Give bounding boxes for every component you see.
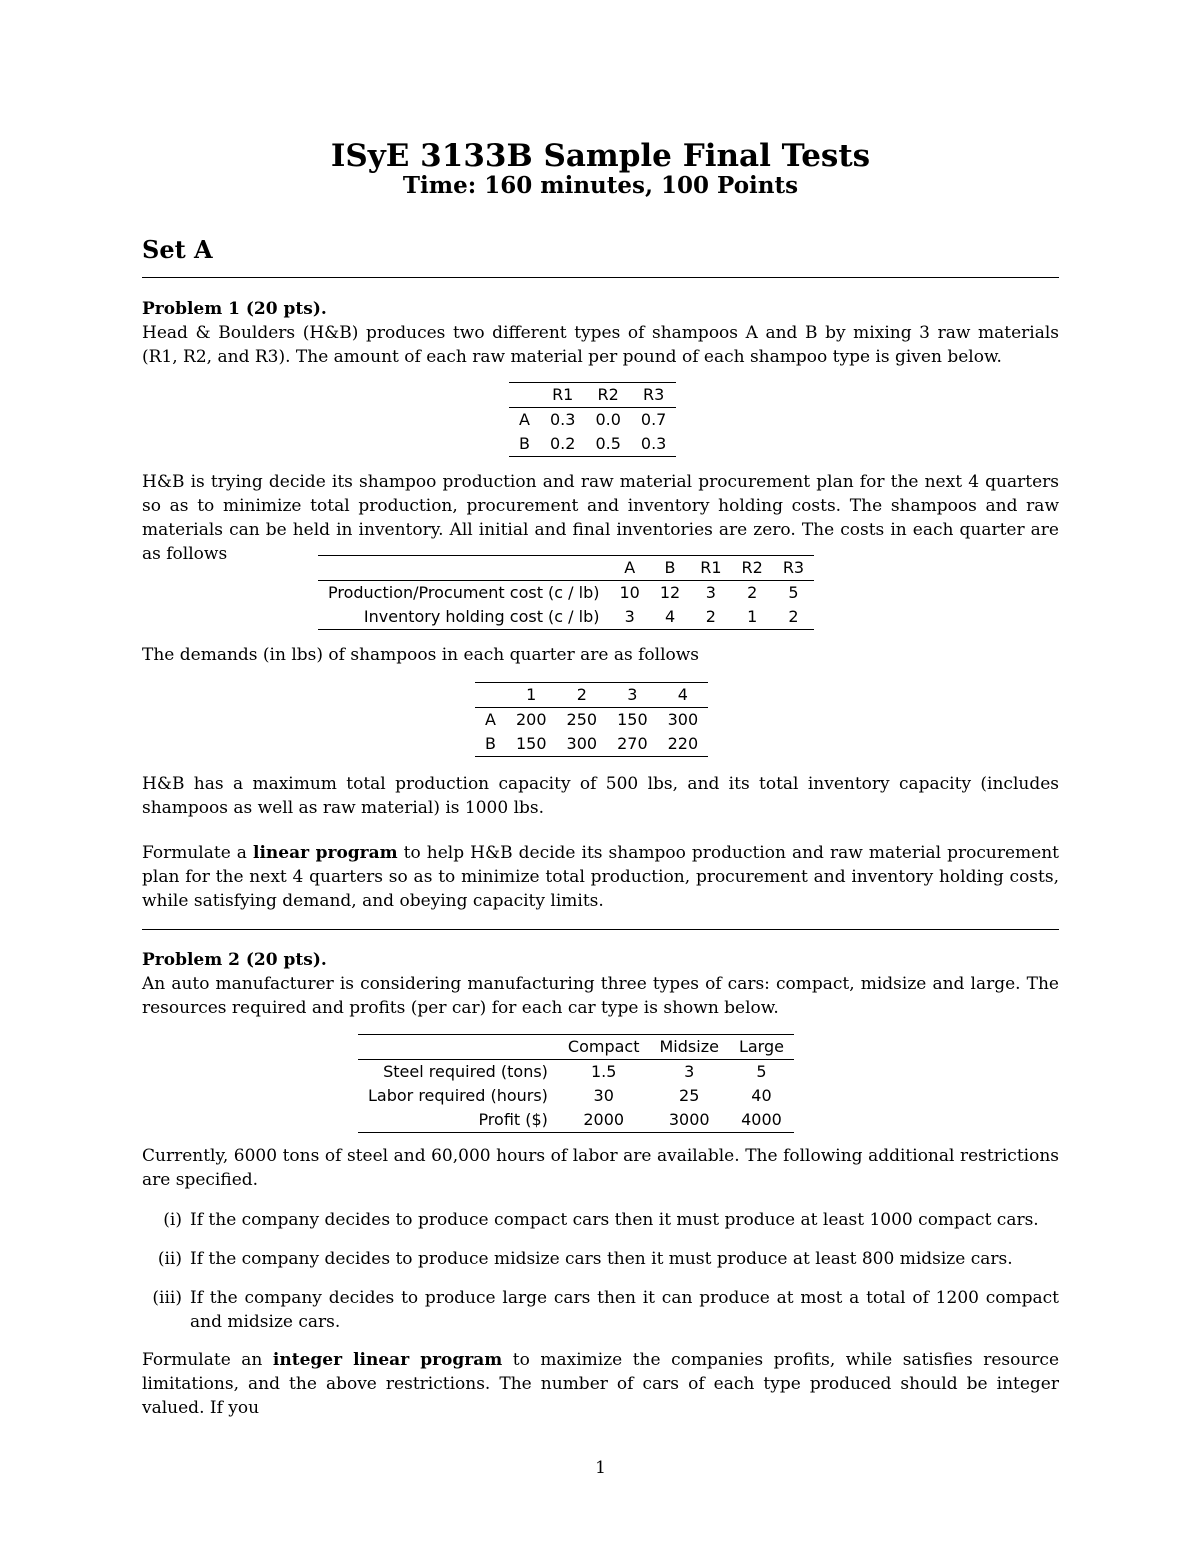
list-item-number: (i)	[163, 1210, 182, 1230]
table-row	[318, 605, 814, 630]
emphasis-integer-linear-program: integer linear program	[272, 1350, 503, 1370]
table-header-cell	[318, 556, 610, 581]
section-divider	[142, 277, 1059, 278]
table-cell: 4000	[741, 1110, 782, 1129]
table-cell: 270	[617, 734, 648, 753]
list-item-number: (ii)	[157, 1249, 182, 1269]
table-row-label: Labor required (hours)	[368, 1086, 548, 1105]
table-header-row	[475, 683, 708, 708]
table-cell: 150	[617, 710, 648, 729]
table-cell: 0.7	[640, 410, 667, 429]
table-header-cell	[475, 683, 506, 708]
table-row	[318, 581, 814, 606]
problem-2-para-3	[142, 1348, 1059, 1420]
table-cell: 12	[659, 583, 681, 602]
cost-table	[318, 555, 814, 630]
table-cell: 2	[705, 607, 716, 626]
table-row	[358, 1108, 794, 1133]
table-header-cell: R1	[690, 556, 731, 581]
list-item-number: (iii)	[152, 1288, 182, 1308]
problem-1-para-2: H&B is trying decide its shampoo production and raw material procurement plan for the next 4 quarters so as to minimize total production, procurement and inventory holding costs. The shampoos and raw materials can be held in inventory. All initial and final inventories are zero. The costs in each quarter are as follows	[142, 472, 1059, 564]
table-cell: 25	[679, 1086, 700, 1105]
problem-2-resources-paragraph	[142, 1144, 1059, 1192]
table-header-cell	[509, 383, 540, 408]
table-row	[475, 708, 708, 733]
table-row	[475, 732, 708, 757]
emphasis-linear-program: linear program	[252, 843, 398, 863]
table-header-row	[318, 556, 814, 581]
table-header-row	[509, 383, 676, 408]
table-row-label: Profit ($)	[478, 1110, 548, 1129]
table-cell: 2	[788, 607, 799, 626]
table-row-label: Inventory holding cost (c / lb)	[363, 607, 600, 626]
table-header-cell: R3	[631, 383, 676, 408]
table-cell: 3	[684, 1062, 695, 1081]
problem-1-intro: Head & Boulders (H&B) produces two different types of shampoos A and B by mixing 3 raw materials (R1, R2, and R3). The amount of each raw material per pound of each shampoo type is given below.	[142, 323, 1059, 367]
table-header-cell: Large	[729, 1035, 794, 1060]
table-row	[358, 1084, 794, 1108]
table-cell: 40	[751, 1086, 772, 1105]
problem-1-para-5	[142, 841, 1059, 913]
list-item-text: If the company decides to produce midsize cars then it must produce at least 800 midsize cars.	[190, 1249, 1013, 1269]
problem-1-capacity-paragraph	[142, 772, 1059, 820]
table-cell: 3	[624, 607, 635, 626]
table-cell: 10	[619, 583, 640, 602]
table-header-cell: Compact	[558, 1035, 650, 1060]
table-cell: 5	[788, 583, 799, 602]
table-cell: 300	[566, 734, 598, 753]
problem-2-intro-block	[142, 948, 1059, 1020]
text-run: Formulate an	[142, 1350, 273, 1370]
raw-material-table	[509, 382, 676, 457]
table-cell: 1	[747, 607, 758, 626]
list-item-text: If the company decides to produce compact cars then it must produce at least 1000 compact cars.	[190, 1210, 1039, 1230]
table-header-cell: 2	[557, 683, 608, 708]
table-cell: 220	[667, 734, 699, 753]
table-cell: 200	[515, 710, 547, 729]
table-cell: 5	[756, 1062, 767, 1081]
section-divider	[142, 929, 1059, 930]
problem-1-heading: Problem 1 (20 pts).	[142, 299, 327, 319]
cars-table	[358, 1034, 794, 1133]
table-cell: 2000	[583, 1110, 625, 1129]
table-cell: 2	[747, 583, 758, 602]
problem-2-para-2: Currently, 6000 tons of steel and 60,000 hours of labor are available. The following additional restrictions are specified.	[142, 1146, 1059, 1190]
table-cell: B	[485, 734, 496, 753]
list-item-text: If the company decides to produce large cars then it can produce at most a total of 1200 compact and midsize cars.	[190, 1288, 1059, 1332]
problem-1-demand-paragraph	[142, 643, 1059, 667]
page-number: 1	[595, 1458, 606, 1478]
problem-1-para-4: H&B has a maximum total production capacity of 500 lbs, and its total inventory capacity (includes shampoos as well as raw material) is 1000 lbs.	[142, 774, 1059, 818]
set-heading: Set A	[142, 235, 213, 264]
table-header-cell: R1	[540, 383, 585, 408]
table-cell: A	[519, 410, 530, 429]
table-row-label: Production/Procument cost (c / lb)	[328, 583, 600, 602]
table-row	[358, 1060, 794, 1085]
table-cell: 0.5	[595, 434, 621, 453]
problem-1-task-paragraph	[142, 841, 1059, 913]
problem-1-para-3: The demands (in lbs) of shampoos in each quarter are as follows	[142, 645, 700, 665]
table-cell: 0.3	[640, 434, 667, 453]
table-cell: A	[485, 710, 496, 729]
problem-2-task-paragraph	[142, 1348, 1059, 1420]
text-run: Formulate a	[142, 843, 253, 863]
problem-2-intro: An auto manufacturer is considering manufacturing three types of cars: compact, midsize and large. The resources required and profits (per car) for each car type is shown below.	[142, 974, 1059, 1018]
table-header-cell	[358, 1035, 558, 1060]
table-cell: 0.2	[549, 434, 576, 453]
table-header-cell: B	[650, 556, 690, 581]
problem-2-heading: Problem 2 (20 pts).	[142, 950, 327, 970]
text-run: to help H&B decide its shampoo production and raw material procurement plan for the next 4 quarters so as to minimize total production, procurement and inventory holding costs, while satisfying demand, and obeying capacity limits.	[142, 843, 1060, 911]
table-header-cell: 4	[658, 683, 709, 708]
demand-table	[475, 682, 708, 757]
table-cell: 3000	[668, 1110, 710, 1129]
table-cell: 300	[667, 710, 699, 729]
document-subtitle: Time: 160 minutes, 100 Points	[402, 172, 799, 199]
table-header-cell: R2	[585, 383, 630, 408]
table-row	[509, 432, 676, 457]
table-cell: 0.3	[549, 410, 576, 429]
table-cell: 30	[593, 1086, 614, 1105]
table-header-cell: 3	[607, 683, 658, 708]
document-title: ISyE 3133B Sample Final Tests	[330, 138, 871, 174]
table-header-cell: A	[610, 556, 650, 581]
table-cell: B	[519, 434, 530, 453]
table-header-cell: R3	[773, 556, 814, 581]
table-cell: 0.0	[595, 410, 621, 429]
table-header-cell: Midsize	[650, 1035, 729, 1060]
table-cell: 3	[705, 583, 716, 602]
table-row-label: Steel required (tons)	[383, 1062, 548, 1081]
table-header-cell: 1	[506, 683, 557, 708]
table-cell: 250	[566, 710, 598, 729]
problem-1-intro-block	[142, 297, 1059, 369]
table-cell: 1.5	[590, 1062, 617, 1081]
table-cell: 4	[664, 607, 676, 626]
table-cell: 150	[515, 734, 547, 753]
table-header-cell: R2	[732, 556, 773, 581]
text-run: to maximize the companies profits, while satisfies resource limitations, and the above restrictions. The number of cars of each type produced should be integer valued. If you	[142, 1350, 1060, 1418]
table-row	[509, 408, 676, 433]
table-header-row	[358, 1035, 794, 1060]
problem-1-cost-paragraph	[142, 470, 1059, 566]
